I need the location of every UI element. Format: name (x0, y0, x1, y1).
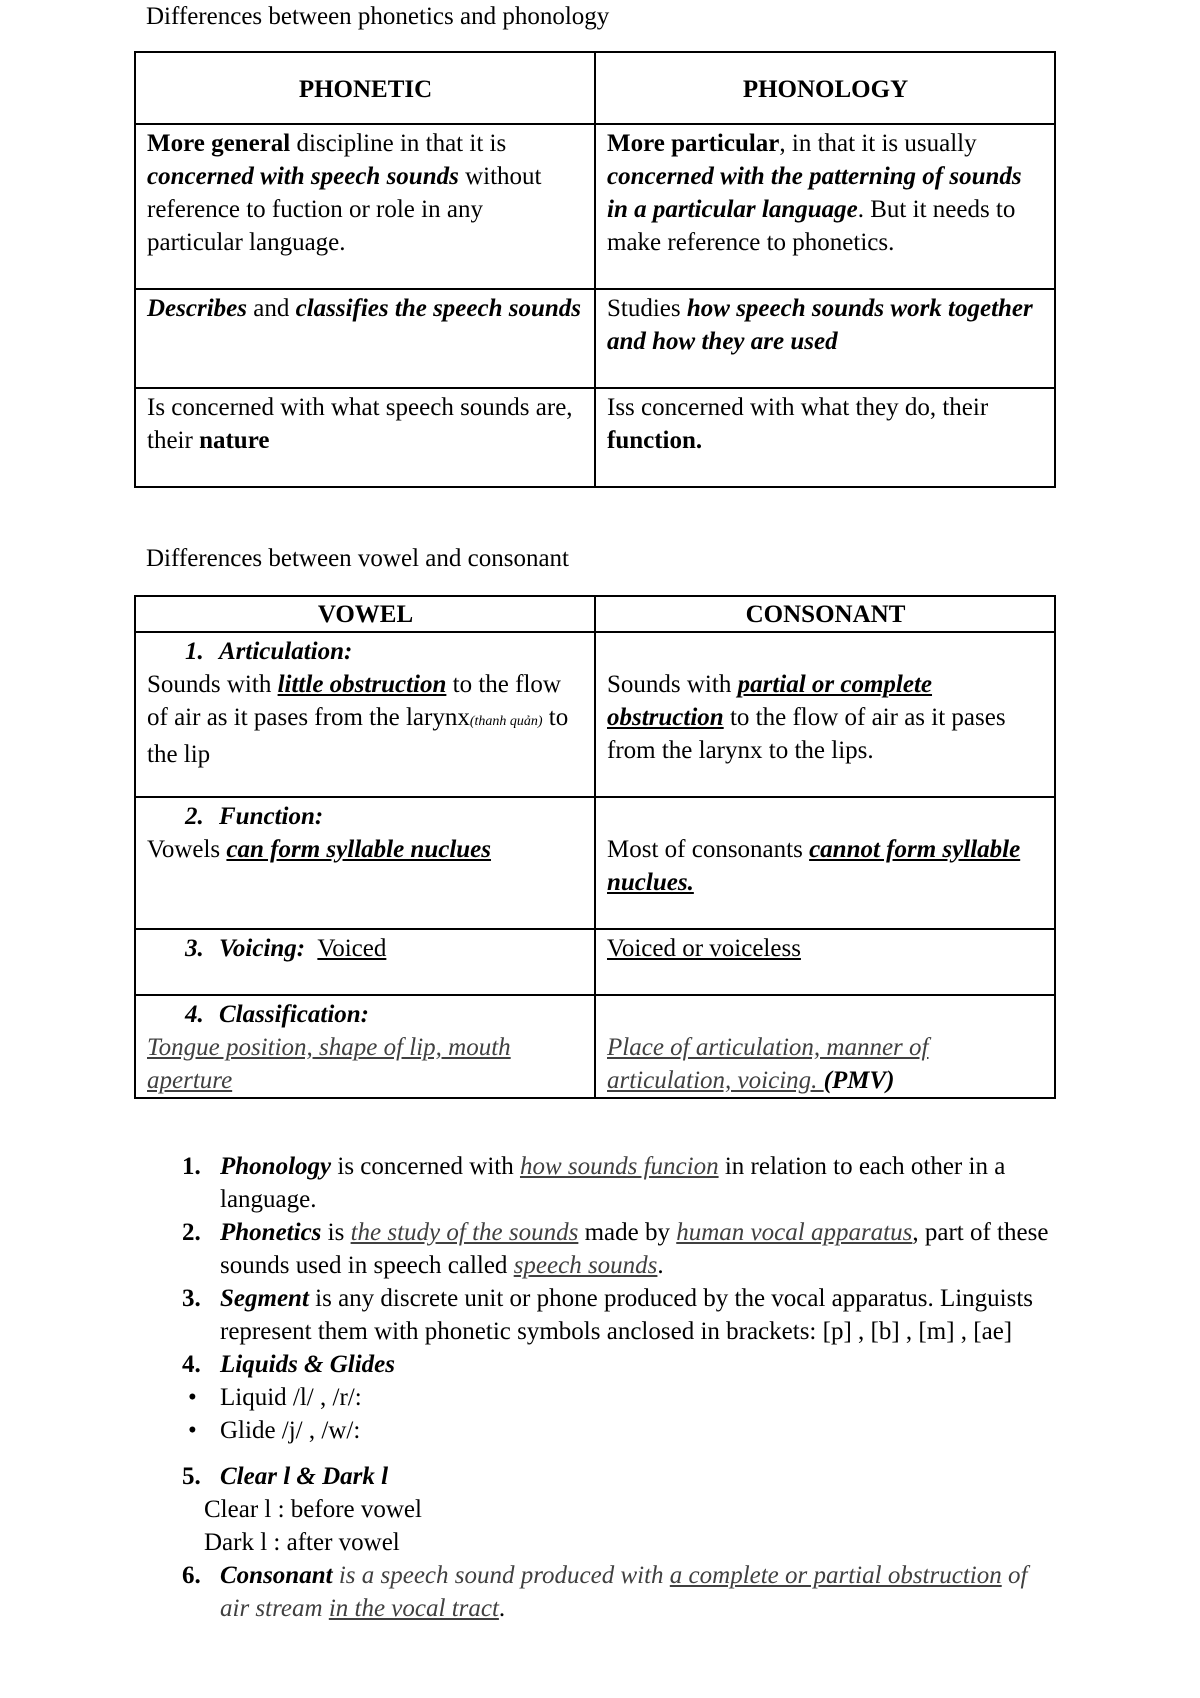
row-number: 2. (185, 803, 204, 830)
cell-text: can form syllable nuclues (226, 836, 492, 863)
row-heading (147, 800, 584, 833)
cell-text: Sounds with (147, 671, 278, 698)
table-row (135, 797, 1055, 929)
row-number: 1. (185, 638, 204, 665)
table-cell (135, 124, 595, 289)
item-text: a complete or partial obstruction (669, 1562, 1002, 1589)
clear-l-line: Clear l : before vowel (204, 1496, 422, 1523)
item-text: human vocal apparatus (676, 1219, 913, 1246)
term: Liquids & Glides (220, 1351, 396, 1378)
item-number: 1. (182, 1153, 201, 1180)
list-item (182, 1559, 1062, 1625)
list-item (182, 1348, 1062, 1381)
cell-text: and (246, 295, 296, 322)
cell-text: without reference to fuction or role in any particular language. (147, 163, 542, 256)
item-text: , part of these sounds used in speech called (220, 1219, 1049, 1279)
cell-text: Place of articulation, manner of articulation, voicing. (607, 1034, 929, 1094)
cell-text: Tongue position, shape of lip, mouth aperture (147, 1034, 511, 1094)
cell-text: Iss concerned with what they do, their (607, 394, 989, 421)
bullet-item (182, 1414, 1062, 1447)
bullet-container (182, 1381, 1062, 1447)
cell-text: Vowels (147, 836, 227, 863)
item-text: in relation to each other in a language. (220, 1153, 1006, 1213)
table-cell (135, 995, 595, 1098)
item-text: . (498, 1595, 506, 1622)
cell-text: concerned with the patterning of sounds in a particular language (607, 163, 1022, 223)
cell-text: nature (199, 427, 270, 454)
cell-text: . But it needs to make reference to phonetics. (607, 196, 1016, 256)
bullet-item (182, 1381, 1062, 1414)
row-heading (147, 932, 305, 965)
item-text: the study of the sounds (350, 1219, 579, 1246)
cell-text: Studies (607, 295, 687, 322)
column-header-vowel: VOWEL (135, 596, 595, 632)
item-text: made by (578, 1219, 677, 1246)
item-number: 3. (182, 1285, 201, 1312)
cell-text: Voiced (317, 935, 387, 962)
notes-list (182, 1150, 1062, 1625)
column-header-phonology: PHONOLOGY (595, 52, 1055, 124)
cell-text: Most of consonants (607, 836, 810, 863)
term: Phonetics (220, 1219, 322, 1246)
cell-text: classifies the speech sounds (295, 295, 582, 322)
term: Phonology (220, 1153, 332, 1180)
table-row (135, 124, 1055, 289)
table-cell (595, 388, 1055, 487)
cell-text: Voiced or voiceless (607, 935, 801, 962)
cell-text: how speech sounds work together and how they are used (607, 295, 1033, 355)
bullet-text: Glide /j/ , /w/: (220, 1417, 361, 1444)
dark-l-line: Dark l : after vowel (204, 1529, 400, 1556)
cell-text: Sounds with (607, 671, 738, 698)
row-heading (147, 998, 584, 1031)
table-row (135, 995, 1055, 1098)
section2-title: Differences between vowel and consonant (146, 545, 569, 572)
cell-text: (PMV) (823, 1067, 895, 1094)
term: Segment (220, 1285, 309, 1312)
table-cell (595, 797, 1055, 929)
item-text: how sounds funcion (519, 1153, 719, 1180)
table-cell (595, 289, 1055, 388)
cell-text: More particular (607, 130, 780, 157)
bullet-icon: • (188, 1417, 197, 1444)
bullet-icon: • (188, 1384, 197, 1411)
row-label: Articulation: (219, 638, 353, 665)
row-label: Function: (219, 803, 324, 830)
table-cell (595, 124, 1055, 289)
item-text: of air stream (220, 1562, 1028, 1622)
cell-text: discipline in that it is (290, 130, 507, 157)
cell-text: to the flow of air as it pases from the larynx (147, 671, 561, 731)
table-row (135, 929, 1055, 995)
item-text: speech sounds (513, 1252, 658, 1279)
cell-text: to the lip (147, 704, 569, 768)
item-text: is (321, 1219, 351, 1246)
vowel-consonant-table (134, 595, 1056, 1099)
cell-text: cannot form syllable nuclues. (607, 836, 1021, 896)
item-text: is a speech sound produced with (332, 1562, 670, 1589)
item-text: . (657, 1252, 664, 1279)
row-number: 4. (185, 1001, 204, 1028)
list-item (182, 1282, 1062, 1348)
clear-dark-lines (182, 1493, 1062, 1559)
table-row (135, 632, 1055, 797)
row-label: Voicing: (219, 935, 306, 962)
table-cell (135, 929, 595, 995)
item-number: 5. (182, 1463, 201, 1490)
item-number: 4. (182, 1351, 201, 1378)
cell-text: concerned with speech sounds (147, 163, 459, 190)
bullet-list (182, 1381, 1062, 1447)
list-item (182, 1150, 1062, 1216)
column-header-consonant: CONSONANT (595, 596, 1055, 632)
row-heading (147, 635, 584, 668)
table-header-row (135, 596, 1055, 632)
row-number: 3. (185, 935, 204, 962)
table-cell (595, 929, 1055, 995)
item-number: 6. (182, 1562, 201, 1589)
bullet-text: Liquid /l/ , /r/: (220, 1384, 362, 1411)
cell-text: little obstruction (277, 671, 447, 698)
term: Clear l & Dark l (220, 1463, 389, 1490)
cell-text: Describes (147, 295, 247, 322)
table-cell (595, 995, 1055, 1098)
annotation-text: (thanh quản) (469, 714, 543, 729)
row-label: Classification: (219, 1001, 370, 1028)
item-text: is concerned with (331, 1153, 520, 1180)
cell-text: function. (607, 427, 703, 454)
table-cell (135, 388, 595, 487)
table-cell (135, 632, 595, 797)
column-header-phonetic: PHONETIC (135, 52, 595, 124)
term: Consonant (220, 1562, 333, 1589)
phonetics-phonology-table (134, 51, 1056, 488)
table-row (135, 388, 1055, 487)
table-cell (135, 289, 595, 388)
section1-title: Differences between phonetics and phonology (146, 3, 610, 30)
cell-text: More general (147, 130, 291, 157)
cell-text: partial or complete obstruction (607, 671, 933, 731)
item-number: 2. (182, 1219, 201, 1246)
table-cell (595, 632, 1055, 797)
list-item (182, 1460, 1062, 1559)
table-cell (135, 797, 595, 929)
table-row (135, 289, 1055, 388)
item-text: in the vocal tract (328, 1595, 499, 1622)
cell-text: Is concerned with what speech sounds are, their (147, 394, 573, 454)
list-item (182, 1216, 1062, 1282)
table-header-row (135, 52, 1055, 124)
cell-text: , in that it is usually (779, 130, 977, 157)
item-text: is any discrete unit or phone produced by the vocal apparatus. Linguists represent them with phonetic symbols anclosed in brackets: [p] , [b] , [m] , [ae] (220, 1285, 1034, 1345)
cell-text: to the flow of air as it pases from the larynx to the lips. (607, 704, 1006, 764)
